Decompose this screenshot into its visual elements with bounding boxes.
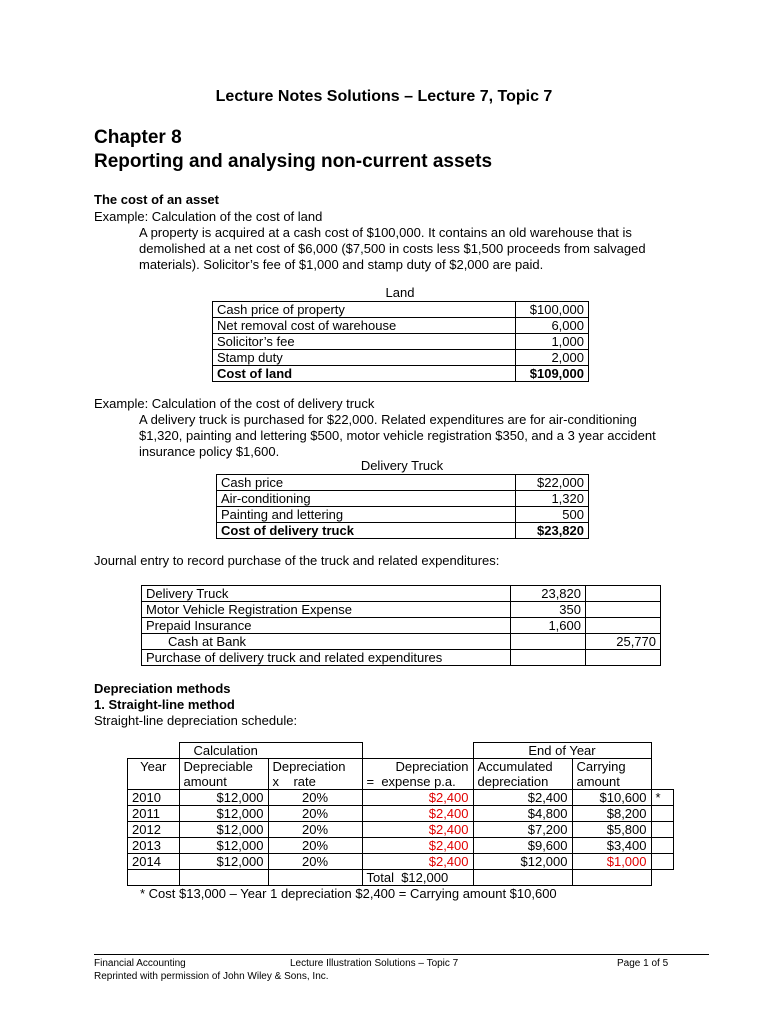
total-row	[128, 870, 674, 886]
text-line: A property is acquired at a cash cost of $100,000. It contains an old warehouse that is	[139, 225, 632, 240]
text-line: $1,320, painting and lettering $500, motor vehicle registration $350, and a 3 year accident	[139, 428, 656, 443]
table-row	[213, 334, 589, 350]
blank-cell	[572, 870, 651, 886]
expense-cell: $2,400	[362, 838, 473, 854]
header-amount: amount	[179, 774, 268, 790]
total-label: Cost of delivery truck	[217, 523, 516, 539]
header-depreciable: Depreciable	[179, 759, 268, 775]
row-value: $100,000	[516, 302, 589, 318]
header-depreciation-rate: Depreciation	[268, 759, 362, 775]
row-value: 500	[516, 507, 589, 523]
blank-cell	[128, 870, 180, 886]
blank-cell	[268, 870, 362, 886]
journal-debit: 1,600	[511, 618, 586, 634]
blank-cell	[362, 743, 473, 759]
footer-left: Financial Accounting	[94, 958, 186, 969]
rate-cell: 20%	[268, 822, 362, 838]
footer-rule	[94, 954, 709, 955]
row-value: $22,000	[516, 475, 589, 491]
carrying-cell: $8,200	[572, 806, 651, 822]
journal-credit	[586, 602, 661, 618]
example-truck-label: Example: Calculation of the cost of delivery truck	[94, 396, 375, 411]
subheading-straight-line: 1. Straight-line method	[94, 697, 235, 712]
table-row	[213, 302, 589, 318]
accumulated-cell: $4,800	[473, 806, 572, 822]
carrying-cell: $3,400	[572, 838, 651, 854]
table-row	[128, 854, 674, 870]
header-expense-pa: = expense p.a.	[362, 774, 473, 790]
section-heading-cost: The cost of an asset	[94, 192, 219, 207]
table-row	[217, 475, 589, 491]
row-label: Stamp duty	[213, 350, 516, 366]
table-row	[128, 806, 674, 822]
table-row	[213, 318, 589, 334]
journal-account: Delivery Truck	[142, 586, 511, 602]
note-marker: *	[651, 790, 674, 806]
journal-intro: Journal entry to record purchase of the truck and related expenditures:	[94, 553, 500, 568]
journal-credit: 25,770	[586, 634, 661, 650]
expense-cell: $2,400	[362, 790, 473, 806]
text-line: insurance policy $1,600.	[139, 444, 280, 459]
journal-credit	[586, 586, 661, 602]
rate-cell: 20%	[268, 806, 362, 822]
chapter-subtitle: Reporting and analysing non-current assets	[94, 151, 493, 172]
header-year: Year	[128, 759, 180, 775]
header-row-1	[128, 743, 674, 759]
note-marker	[651, 806, 674, 822]
blank-cell	[651, 774, 674, 790]
header-accumulated: Accumulated	[473, 759, 572, 775]
document-title: Lecture Notes Solutions – Lecture 7, Topic 7	[215, 88, 553, 105]
header-row-3	[128, 774, 674, 790]
accumulated-cell: $12,000	[473, 854, 572, 870]
header-depreciation: depreciation	[473, 774, 572, 790]
amount-cell: $12,000	[179, 790, 268, 806]
year-cell: 2010	[128, 790, 180, 806]
example-truck-text	[139, 412, 656, 460]
year-cell: 2014	[128, 854, 180, 870]
row-label: Cash price	[217, 475, 516, 491]
carrying-cell: $1,000	[572, 854, 651, 870]
journal-row	[142, 586, 661, 602]
rate-cell: 20%	[268, 838, 362, 854]
land-table-caption: Land	[385, 285, 415, 300]
carrying-cell: $5,800	[572, 822, 651, 838]
rate-cell: 20%	[268, 790, 362, 806]
header-carrying: Carrying	[572, 759, 651, 775]
footnote: * Cost $13,000 – Year 1 depreciation $2,400 = Carrying amount $10,600	[140, 886, 557, 901]
group-header-calculation-label: Calculation	[193, 743, 258, 758]
chapter-heading	[94, 126, 492, 174]
year-cell: 2013	[128, 838, 180, 854]
amount-cell: $12,000	[179, 838, 268, 854]
blank-cell	[128, 774, 180, 790]
text-line: A delivery truck is purchased for $22,000. Related expenditures are for air-conditioning	[139, 412, 637, 427]
truck-table-caption: Delivery Truck	[360, 458, 444, 473]
journal-debit	[511, 634, 586, 650]
footer-reprint-notice: Reprinted with permission of John Wiley & Sons, Inc.	[94, 971, 329, 982]
table-row	[128, 822, 674, 838]
year-cell: 2011	[128, 806, 180, 822]
journal-row	[142, 602, 661, 618]
note-marker	[651, 822, 674, 838]
row-value: 2,000	[516, 350, 589, 366]
row-value: 1,320	[516, 491, 589, 507]
row-label: Solicitor’s fee	[213, 334, 516, 350]
journal-account: Cash at Bank	[142, 634, 511, 650]
footer-center: Lecture Illustration Solutions – Topic 7	[290, 958, 459, 969]
depreciation-schedule-table	[127, 742, 674, 886]
note-marker	[651, 838, 674, 854]
row-label: Painting and lettering	[217, 507, 516, 523]
amount-cell: $12,000	[179, 854, 268, 870]
table-row	[213, 350, 589, 366]
journal-debit: 23,820	[511, 586, 586, 602]
group-header-calculation	[179, 743, 362, 759]
group-header-end-of-year: End of Year	[473, 743, 651, 759]
truck-cost-table	[216, 474, 589, 539]
accumulated-cell: $9,600	[473, 838, 572, 854]
blank-cell	[179, 870, 268, 886]
journal-row	[142, 634, 661, 650]
expense-cell: $2,400	[362, 806, 473, 822]
carrying-cell: $10,600	[572, 790, 651, 806]
section-heading-depreciation: Depreciation methods	[94, 681, 231, 696]
journal-debit	[511, 650, 586, 666]
chapter-number: Chapter 8	[94, 127, 182, 148]
header-rate: x rate	[268, 774, 362, 790]
footer-page-number: Page 1 of 5	[617, 958, 669, 969]
journal-narration: Purchase of delivery truck and related expenditures	[142, 650, 511, 666]
text-line: demolished at a net cost of $6,000 ($7,500 in costs less $1,500 proceeds from salvaged	[139, 241, 646, 256]
total-label: Cost of land	[213, 366, 516, 382]
example-land-text	[139, 225, 646, 273]
table-row	[128, 790, 674, 806]
accumulated-cell: $7,200	[473, 822, 572, 838]
example-land-label: Example: Calculation of the cost of land	[94, 209, 323, 224]
accumulated-cell: $2,400	[473, 790, 572, 806]
total-value: $23,820	[516, 523, 589, 539]
journal-account: Motor Vehicle Registration Expense	[142, 602, 511, 618]
blank-cell	[651, 870, 674, 886]
rate-cell: 20%	[268, 854, 362, 870]
total-label: Total	[366, 870, 394, 885]
row-value: 6,000	[516, 318, 589, 334]
table-row	[128, 838, 674, 854]
amount-cell: $12,000	[179, 806, 268, 822]
land-cost-table	[212, 301, 589, 382]
note-marker	[651, 854, 674, 870]
schedule-label: Straight-line depreciation schedule:	[94, 713, 298, 728]
journal-debit: 350	[511, 602, 586, 618]
blank-cell	[128, 743, 180, 759]
total-value: $109,000	[516, 366, 589, 382]
journal-row	[142, 650, 661, 666]
total-cell	[362, 870, 473, 886]
journal-entry-table	[141, 585, 661, 666]
journal-row	[142, 618, 661, 634]
header-row-2	[128, 759, 674, 775]
row-label: Air-conditioning	[217, 491, 516, 507]
journal-credit	[586, 650, 661, 666]
blank-cell	[473, 870, 572, 886]
table-total-row	[213, 366, 589, 382]
expense-cell: $2,400	[362, 822, 473, 838]
row-label: Cash price of property	[213, 302, 516, 318]
journal-credit	[586, 618, 661, 634]
expense-cell: $2,400	[362, 854, 473, 870]
row-label: Net removal cost of warehouse	[213, 318, 516, 334]
journal-account: Prepaid Insurance	[142, 618, 511, 634]
blank-cell	[651, 743, 674, 759]
amount-cell: $12,000	[179, 822, 268, 838]
blank-cell	[651, 759, 674, 775]
table-row	[217, 507, 589, 523]
row-value: 1,000	[516, 334, 589, 350]
text-line: materials). Solicitor’s fee of $1,000 and stamp duty of $2,000 are paid.	[139, 257, 544, 272]
total-value: $12,000	[401, 870, 449, 885]
table-row	[217, 491, 589, 507]
header-amount: amount	[572, 774, 651, 790]
table-total-row	[217, 523, 589, 539]
year-cell: 2012	[128, 822, 180, 838]
header-depreciation-expense: Depreciation	[362, 759, 473, 775]
